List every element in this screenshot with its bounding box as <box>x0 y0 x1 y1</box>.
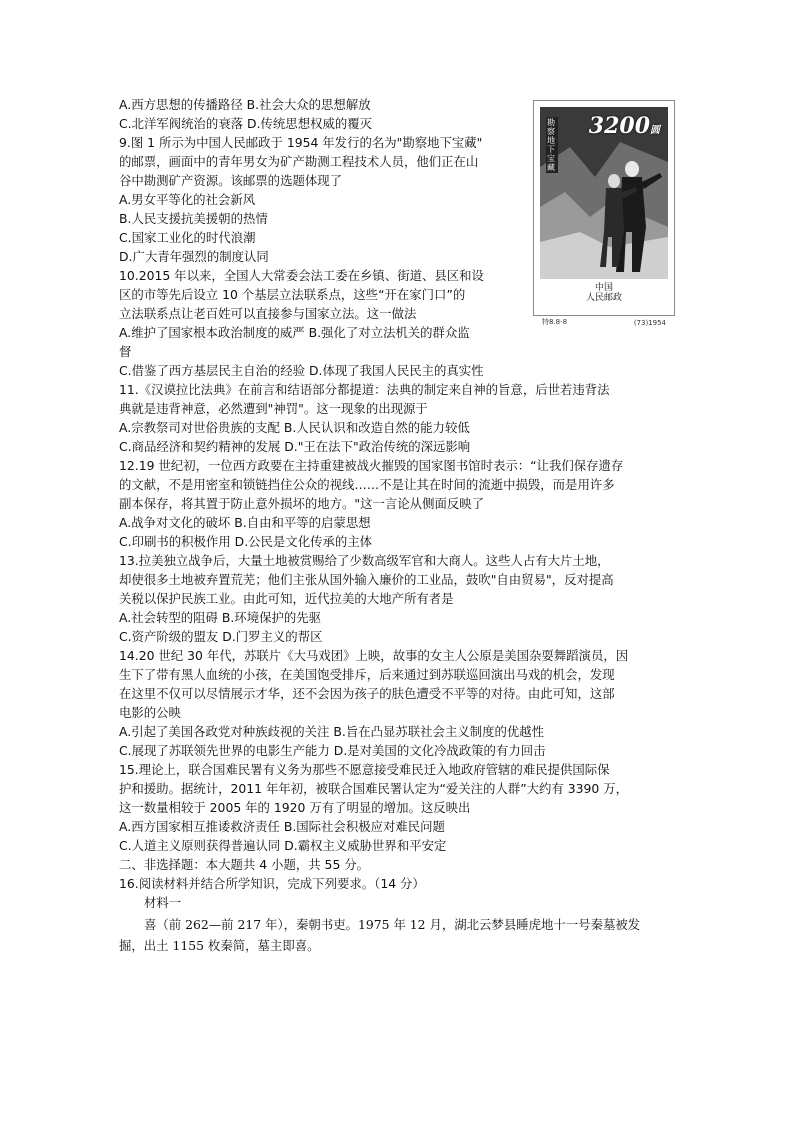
stamp-code-right: (73)1954 <box>633 319 666 327</box>
stamp-footer <box>540 279 668 307</box>
stamp-country: 中国 <box>594 283 613 293</box>
q9-stem-line2: 的邮票，画面中的青年男女为矿产勘测工程技术人员，他们正在山 <box>119 154 479 169</box>
q11-stem-line1: 11.《汉谟拉比法典》在前言和结语部分都提道：法典的制定来自神的旨意，后世若违背法 <box>119 382 610 397</box>
stamp-code-left: 特8.8-8 <box>542 318 568 326</box>
q10-stem-line1: 10.2015 年以来，全国人大常委会法工委在乡镇、街道、县区和设 <box>119 268 484 283</box>
q10-options-cd: C.借鉴了西方基层民主自治的经验 D.体现了我国人民民主的真实性 <box>119 363 484 378</box>
q11-stem-line2: 典就是违背神意，必然遭到"神罚"。这一现象的出现源于 <box>119 401 428 416</box>
q13-stem-line2: 却使很多土地被弃置荒芜；他们主张从国外输入廉价的工业品，鼓吹"自由贸易"，反对提高 <box>119 572 614 587</box>
q12-options-ab: A.战争对文化的破坏 B.自由和平等的启蒙思想 <box>119 515 371 530</box>
q15-options-cd: C.人道主义原则获得普遍认同 D.霸权主义威胁世界和平安定 <box>119 838 447 853</box>
material-one-line2: 掘，出土 1155 枚秦简，墓主即喜。 <box>119 938 320 953</box>
stamp-figure <box>533 100 675 327</box>
q10-options-ab: A.维护了国家根本政治制度的威严 B.强化了对立法机关的群众监 <box>119 325 470 340</box>
q15-options-ab: A.西方国家相互推诿救济责任 B.国际社会积极应对难民问题 <box>119 819 445 834</box>
q8-options-cd: C.北洋军阀统治的衰落 D.传统思想权威的覆灭 <box>119 116 373 131</box>
material-one-line1: 喜（前 262—前 217 年），秦朝书吏。1975 年 12 月，湖北云梦县睡虎地十一号秦墓被发 <box>144 917 641 932</box>
q14-stem-line3: 在这里不仅可以尽情展示才华，还不会因为孩子的肤色遭受不平等的对待。由此可知，这部 <box>119 686 615 701</box>
q9-option-b: B.人民支援抗美援朝的热情 <box>119 211 268 226</box>
q13-stem-line1: 13.拉美独立战争后，大量土地被赏赐给了少数高级军官和大商人。这些人占有大片土地， <box>119 553 610 568</box>
stamp-picture <box>540 107 668 307</box>
q14-stem-line4: 电影的公映 <box>119 705 181 720</box>
q15-stem-line3: 这一数量相较于 2005 年的 1920 万有了明显的增加。这反映出 <box>119 800 471 815</box>
q10-options-ab-wrap: 督 <box>119 344 132 359</box>
stamp-issuer-name: 人民邮政 <box>585 293 622 303</box>
q16-instruction: 16.阅读材料并结合所学知识，完成下列要求。（14 分） <box>119 876 425 891</box>
stamp-value-unit: 圆 <box>650 125 660 136</box>
q9-option-a: A.男女平等化的社会新风 <box>119 192 256 207</box>
q11-options-ab: A.宗教祭司对世俗贵族的支配 B.人民认识和改造自然的能力较低 <box>119 420 470 435</box>
q12-stem-line1: 12.19 世纪初，一位西方政要在主持重建被战火摧毁的国家图书馆时表示：“让我们保存遗存 <box>119 458 624 473</box>
stamp-issuer <box>586 283 622 303</box>
q9-stem-line1: 9.图 1 所示为中国人民邮政于 1954 年发行的名为"勘察地下宝藏" <box>119 135 483 150</box>
q14-options-cd: C.展现了苏联领先世界的电影生产能力 D.是对美国的文化冷战政策的有力回击 <box>119 743 546 758</box>
q12-stem-line3: 副本保存，将其置于防止意外损坏的地方。"这一言论从侧面反映了 <box>119 496 485 511</box>
q13-options-ab: A.社会转型的阻碍 B.环境保护的先驱 <box>119 610 322 625</box>
q10-stem-line3: 立法联系点让老百姓可以直接参与国家立法。这一做法 <box>119 306 417 321</box>
q14-stem-line1: 14.20 世纪 30 年代，苏联片《大马戏团》上映，故事的女主人公原是美国杂耍舞蹈演员，因 <box>119 648 629 663</box>
q10-stem-line2: 区的市等先后设立 10 个基层立法联系点，这些“开在家门口”的 <box>119 287 466 302</box>
q8-options-ab: A.西方思想的传播路径 B.社会大众的思想解放 <box>119 97 371 112</box>
q9-option-d: D.广大青年强烈的制度认同 <box>119 249 269 264</box>
section-two-heading: 二、非选择题：本大题共 4 小题，共 55 分。 <box>119 857 370 872</box>
q12-stem-line2: 的文献，不是用密室和锁链挡住公众的视线……不是让其在时间的流逝中损毁，而是用许多 <box>119 477 615 492</box>
stamp-vertical-title: 勘察地下宝藏 <box>546 117 558 173</box>
q15-stem-line2: 护和援助。据统计，2011 年年初，被联合国难民署认定为“爱关注的人群”大约有 3390 万， <box>119 781 629 796</box>
q11-options-cd: C.商品经济和契约精神的发展 D."王在法下"政治传统的深远影响 <box>119 439 471 454</box>
stamp-face-value <box>589 113 660 139</box>
q9-option-c: C.国家工业化的时代浪潮 <box>119 230 256 245</box>
q13-options-cd: C.资产阶级的盟友 D.门罗主义的帮区 <box>119 629 323 644</box>
q13-stem-line3: 关税以保护民族工业。由此可知，近代拉美的大地产所有者是 <box>119 591 454 606</box>
q15-stem-line1: 15.理论上，联合国难民署有义务为那些不愿意接受难民迁入地政府管辖的难民提供国际保 <box>119 762 610 777</box>
q14-stem-line2: 生下了带有黑人血统的小孩，在美国饱受排斥，后来通过到苏联巡回演出马戏的机会，发现 <box>119 667 615 682</box>
stamp-value-number: 3200 <box>588 113 650 139</box>
q12-options-cd: C.印刷书的积极作用 D.公民是文化传承的主体 <box>119 534 373 549</box>
q9-stem-line3: 谷中勘测矿产资源。该邮票的选题体现了 <box>119 173 343 188</box>
material-one-label: 材料一 <box>144 895 182 910</box>
q14-options-ab: A.引起了美国各政党对种族歧视的关注 B.旨在凸显苏联社会主义制度的优越性 <box>119 724 545 739</box>
